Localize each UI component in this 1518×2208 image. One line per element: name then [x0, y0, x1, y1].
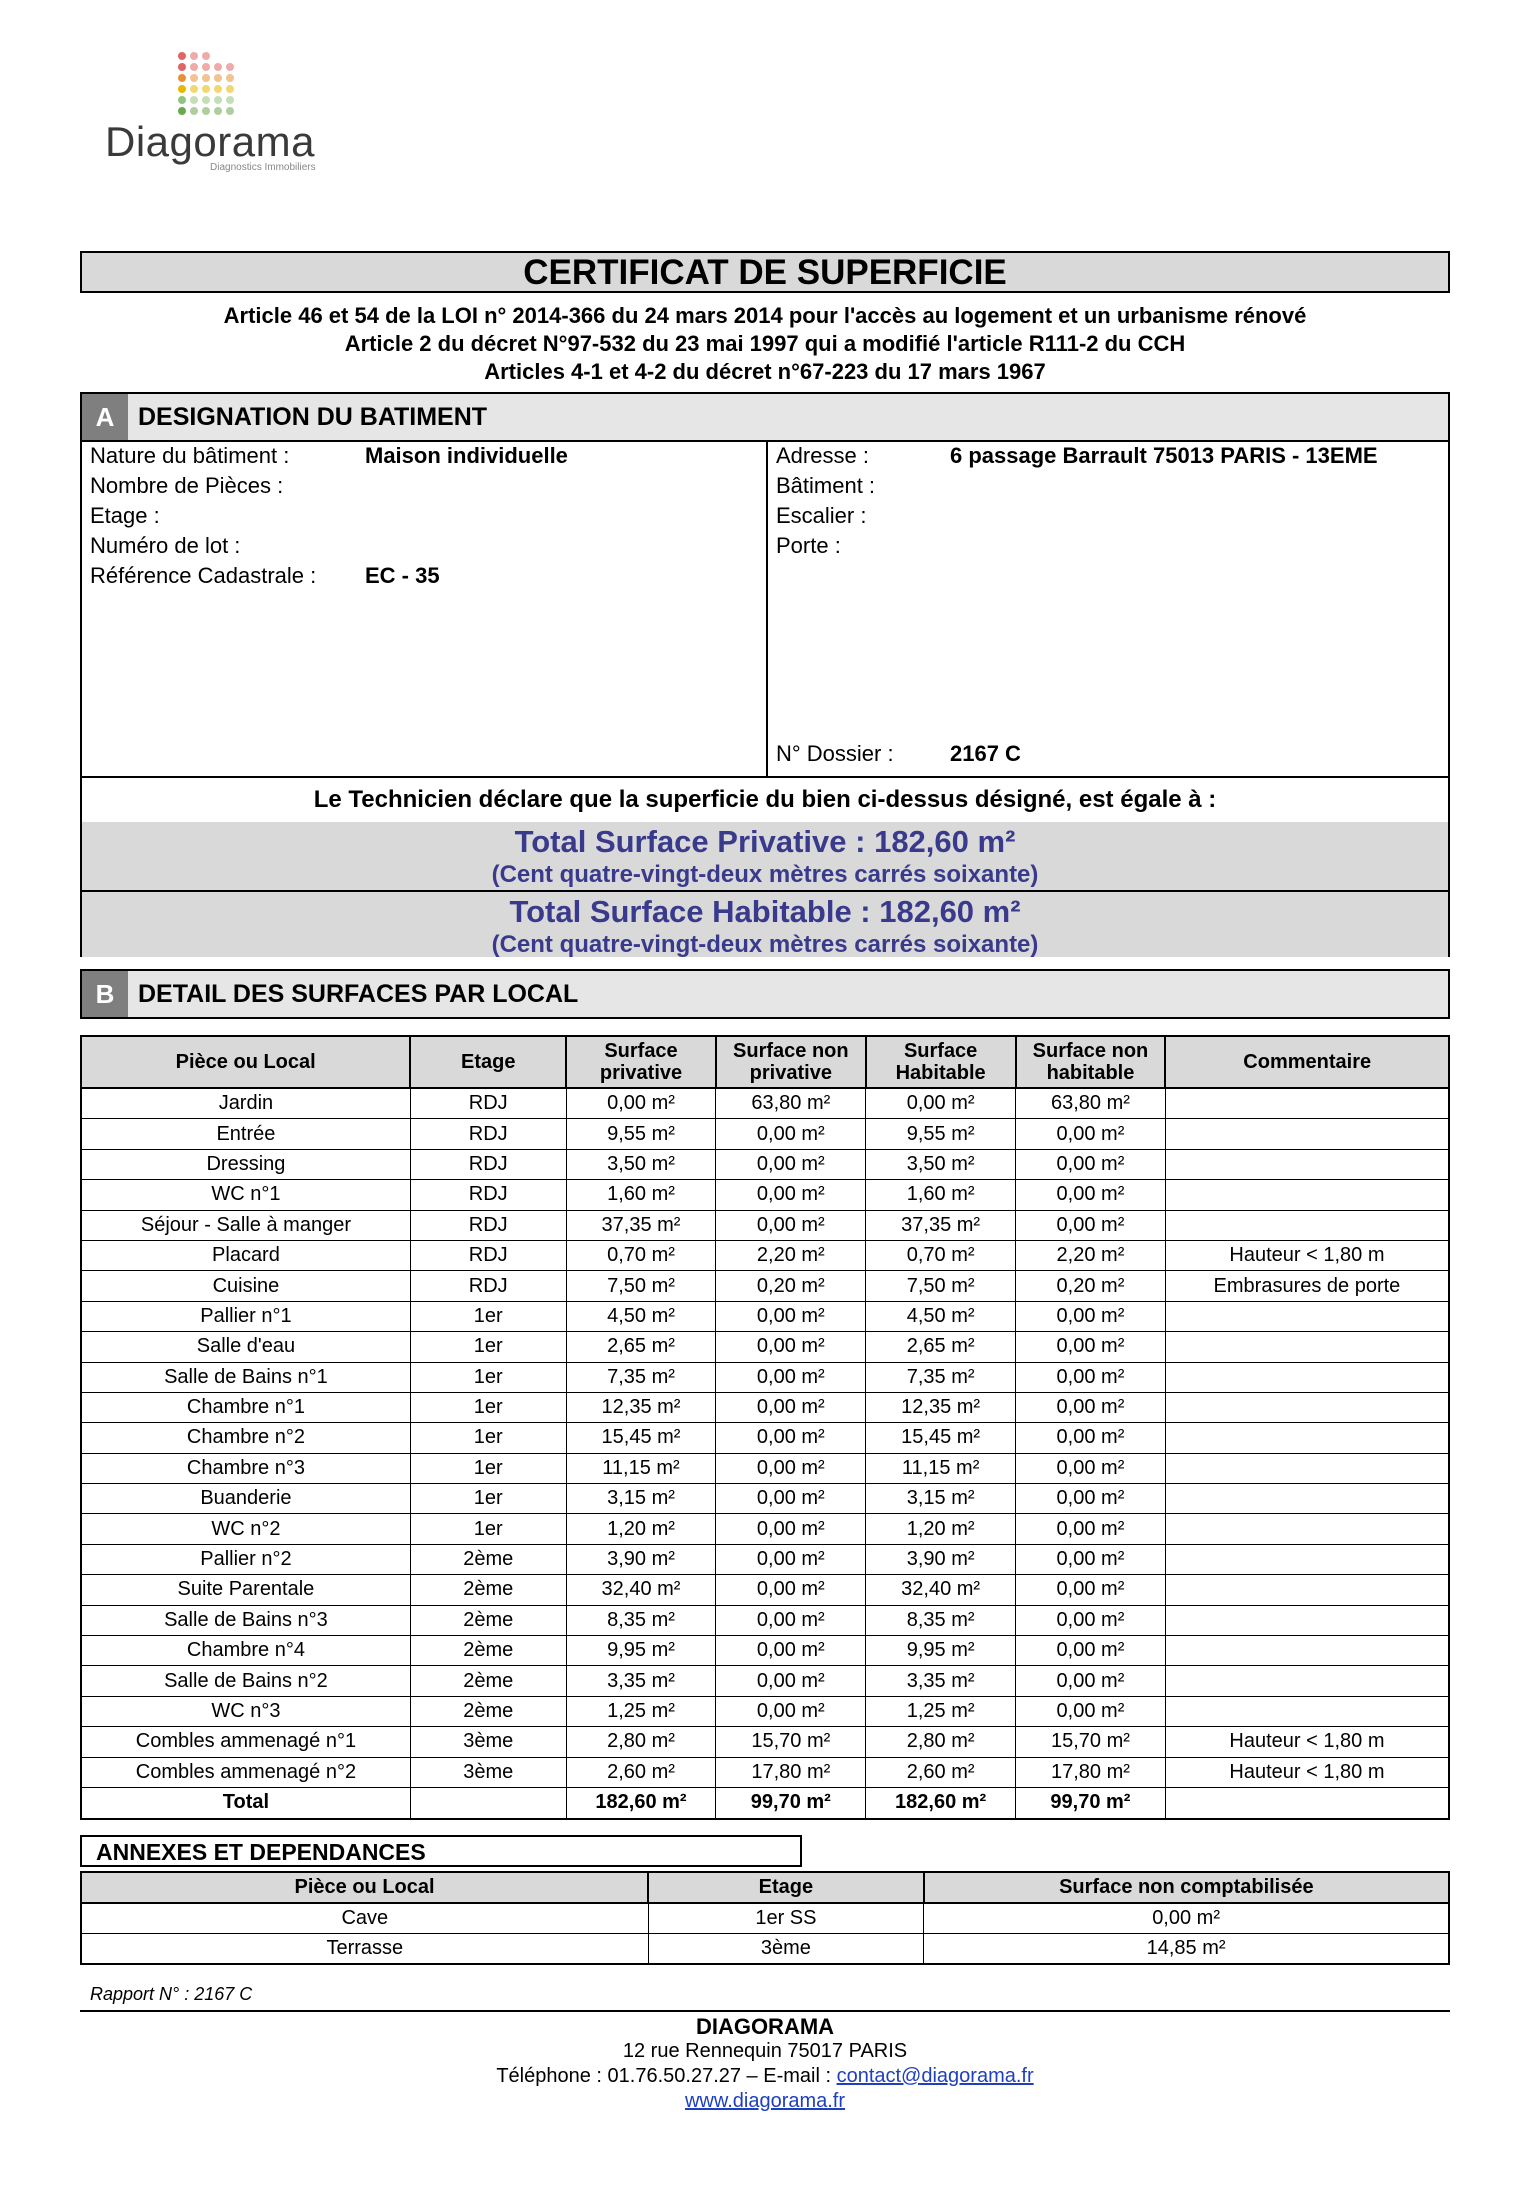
- total-label: Total: [81, 1787, 410, 1819]
- cell-surface-non-privative: 0,00 m²: [716, 1484, 866, 1514]
- cell-etage: RDJ: [410, 1119, 566, 1149]
- cell-surface-privative: 0,00 m²: [566, 1088, 716, 1119]
- cell-surface-non-habitable: 0,00 m²: [1016, 1210, 1166, 1240]
- logo-dot: [214, 63, 222, 71]
- cell-surface-privative: 11,15 m²: [566, 1453, 716, 1483]
- cell-surface-habitable: 15,45 m²: [866, 1423, 1016, 1453]
- adresse-value: 6 passage Barrault 75013 PARIS - 13EME: [950, 443, 1378, 468]
- cell-surface-non-privative: 2,20 m²: [716, 1240, 866, 1270]
- cell-surface-privative: 4,50 m²: [566, 1301, 716, 1331]
- cell-surface-non-habitable: 0,00 m²: [1016, 1362, 1166, 1392]
- cell-surface-habitable: 37,35 m²: [866, 1210, 1016, 1240]
- cell-surface-habitable: 9,55 m²: [866, 1119, 1016, 1149]
- logo-dot: [202, 96, 210, 104]
- logo-dot: [214, 85, 222, 93]
- cell-piece: Salle de Bains n°1: [81, 1362, 410, 1392]
- logo-dot: [178, 74, 186, 82]
- cell-piece: Terrasse: [81, 1934, 648, 1965]
- cell-piece: Buanderie: [81, 1484, 410, 1514]
- cell-surface: 14,85 m²: [924, 1934, 1449, 1965]
- cell-surface-habitable: 3,15 m²: [866, 1484, 1016, 1514]
- total-cell: [1165, 1787, 1449, 1819]
- table-row: [81, 1088, 1449, 1119]
- cell-etage: 2ème: [410, 1666, 566, 1696]
- cell-piece: Salle d'eau: [81, 1332, 410, 1362]
- logo-dot: [190, 74, 198, 82]
- footer-company: DIAGORAMA: [695, 2014, 835, 2039]
- etage-label: Etage :: [90, 503, 160, 528]
- cell-commentaire: Hauteur < 1,80 m: [1165, 1757, 1449, 1787]
- cell-piece: Entrée: [81, 1119, 410, 1149]
- cell-piece: Salle de Bains n°2: [81, 1666, 410, 1696]
- cell-surface-non-habitable: 0,00 m²: [1016, 1666, 1166, 1696]
- table-row: [81, 1210, 1449, 1240]
- table-row: [81, 1484, 1449, 1514]
- cell-surface-privative: 8,35 m²: [566, 1605, 716, 1635]
- table-row: [81, 1696, 1449, 1726]
- cell-commentaire: [1165, 1636, 1449, 1666]
- table-row: [81, 1514, 1449, 1544]
- cell-surface-habitable: 1,60 m²: [866, 1180, 1016, 1210]
- cell-surface-non-habitable: 0,00 m²: [1016, 1119, 1166, 1149]
- website-link[interactable]: www.diagorama.fr: [684, 2090, 846, 2112]
- nature-label: Nature du bâtiment :: [90, 443, 290, 468]
- cell-surface-non-privative: 0,20 m²: [716, 1271, 866, 1301]
- cell-etage: 1er: [410, 1392, 566, 1422]
- legal-line: Article 2 du décret N°97-532 du 23 mai 1997 qui a modifié l'article R111-2 du CCH: [344, 331, 1186, 356]
- cell-surface-habitable: 1,25 m²: [866, 1696, 1016, 1726]
- cell-commentaire: [1165, 1332, 1449, 1362]
- cell-etage: 3ème: [410, 1727, 566, 1757]
- total-habitable-box: [82, 892, 1448, 957]
- cell-surface-privative: 32,40 m²: [566, 1575, 716, 1605]
- cell-etage: 2ème: [410, 1696, 566, 1726]
- col-surface-privative: Surface privative: [566, 1036, 716, 1088]
- col-piece: Pièce ou Local: [81, 1036, 410, 1088]
- cell-surface-privative: 2,80 m²: [566, 1727, 716, 1757]
- col-surface-habitable: Surface Habitable: [866, 1036, 1016, 1088]
- cell-surface-habitable: 0,70 m²: [866, 1240, 1016, 1270]
- cell-commentaire: [1165, 1423, 1449, 1453]
- porte-label: Porte :: [776, 533, 841, 558]
- legal-line: Articles 4-1 et 4-2 du décret n°67-223 du 17 mars 1967: [484, 359, 1046, 384]
- table-row: [81, 1119, 1449, 1149]
- cell-commentaire: [1165, 1544, 1449, 1574]
- table-row: [81, 1271, 1449, 1301]
- cell-etage: 3ème: [648, 1934, 924, 1965]
- cell-surface-non-privative: 0,00 m²: [716, 1210, 866, 1240]
- cell-surface-habitable: 7,50 m²: [866, 1271, 1016, 1301]
- lot-label: Numéro de lot :: [90, 533, 241, 558]
- logo-dot: [178, 96, 186, 104]
- adresse-label: Adresse :: [776, 443, 869, 468]
- col-surface: Surface non comptabilisée: [924, 1872, 1449, 1903]
- email-link[interactable]: contact@diagorama.fr: [836, 2065, 1034, 2087]
- table-row: [81, 1149, 1449, 1179]
- cell-etage: 1er: [410, 1484, 566, 1514]
- cell-piece: Chambre n°3: [81, 1453, 410, 1483]
- cell-commentaire: [1165, 1149, 1449, 1179]
- total-habitable: Total Surface Habitable : 182,60 m²: [509, 894, 1021, 929]
- logo-dot: [226, 107, 234, 115]
- total-cell: 182,60 m²: [866, 1787, 1016, 1819]
- logo-dot: [178, 63, 186, 71]
- section-title: DETAIL DES SURFACES PAR LOCAL: [138, 980, 579, 1008]
- cell-commentaire: [1165, 1514, 1449, 1544]
- table-header-row: [81, 1872, 1449, 1903]
- cell-surface-privative: 12,35 m²: [566, 1392, 716, 1422]
- cell-etage: 1er: [410, 1332, 566, 1362]
- cell-commentaire: Hauteur < 1,80 m: [1165, 1727, 1449, 1757]
- cell-surface-habitable: 1,20 m²: [866, 1514, 1016, 1544]
- cell-etage: 2ème: [410, 1605, 566, 1635]
- cell-commentaire: [1165, 1484, 1449, 1514]
- cell-surface-non-privative: 0,00 m²: [716, 1119, 866, 1149]
- table-row: [81, 1757, 1449, 1787]
- cell-commentaire: Embrasures de porte: [1165, 1271, 1449, 1301]
- cell-surface-habitable: 0,00 m²: [866, 1088, 1016, 1119]
- cell-commentaire: [1165, 1696, 1449, 1726]
- cell-commentaire: [1165, 1088, 1449, 1119]
- logo-dot: [214, 107, 222, 115]
- total-habitable-words: (Cent quatre-vingt-deux mètres carrés soixante): [491, 931, 1039, 958]
- logo-dot: [202, 74, 210, 82]
- col-surface-non-habitable: Surface non habitable: [1016, 1036, 1166, 1088]
- cell-surface-non-habitable: 0,00 m²: [1016, 1392, 1166, 1422]
- cell-piece: Pallier n°2: [81, 1544, 410, 1574]
- logo-dot: [226, 85, 234, 93]
- logo-dot: [202, 63, 210, 71]
- cell-surface-habitable: 7,35 m²: [866, 1362, 1016, 1392]
- table-row: [81, 1544, 1449, 1574]
- cell-commentaire: [1165, 1392, 1449, 1422]
- cell-piece: Pallier n°1: [81, 1301, 410, 1331]
- cell-surface-privative: 0,70 m²: [566, 1240, 716, 1270]
- cell-surface-privative: 2,65 m²: [566, 1332, 716, 1362]
- cell-piece: Chambre n°1: [81, 1392, 410, 1422]
- col-surface-non-privative: Surface non privative: [716, 1036, 866, 1088]
- cell-surface-non-privative: 0,00 m²: [716, 1332, 866, 1362]
- logo-dot: [214, 96, 222, 104]
- cell-surface-non-habitable: 0,00 m²: [1016, 1484, 1166, 1514]
- cell-surface-habitable: 12,35 m²: [866, 1392, 1016, 1422]
- cadastre-label: Référence Cadastrale :: [90, 563, 317, 588]
- cell-surface-non-habitable: 0,00 m²: [1016, 1636, 1166, 1666]
- cell-surface-non-habitable: 0,00 m²: [1016, 1575, 1166, 1605]
- logo-dot: [190, 96, 198, 104]
- cell-surface-privative: 1,20 m²: [566, 1514, 716, 1544]
- cell-piece: WC n°3: [81, 1696, 410, 1726]
- cell-surface-privative: 3,35 m²: [566, 1666, 716, 1696]
- cell-surface-habitable: 32,40 m²: [866, 1575, 1016, 1605]
- table-row: [81, 1903, 1449, 1934]
- total-privative-words: (Cent quatre-vingt-deux mètres carrés soixante): [491, 861, 1039, 888]
- section-designation: [80, 392, 1450, 957]
- cell-etage: RDJ: [410, 1149, 566, 1179]
- footer: [80, 2014, 1450, 2114]
- footer-address: 12 rue Rennequin 75017 PARIS: [622, 2040, 908, 2062]
- cell-surface-non-privative: 0,00 m²: [716, 1696, 866, 1726]
- cell-surface-non-habitable: 15,70 m²: [1016, 1727, 1166, 1757]
- cell-surface-non-habitable: 0,00 m²: [1016, 1605, 1166, 1635]
- cell-piece: Combles ammenagé n°1: [81, 1727, 410, 1757]
- cell-etage: RDJ: [410, 1271, 566, 1301]
- logo-dot: [178, 107, 186, 115]
- cell-surface-non-privative: 0,00 m²: [716, 1362, 866, 1392]
- batiment-label: Bâtiment :: [776, 473, 876, 498]
- cell-commentaire: [1165, 1575, 1449, 1605]
- cell-commentaire: [1165, 1119, 1449, 1149]
- cell-surface-non-privative: 0,00 m²: [716, 1392, 866, 1422]
- logo-dot: [226, 74, 234, 82]
- logo-dot: [190, 52, 198, 60]
- cell-surface-privative: 1,25 m²: [566, 1696, 716, 1726]
- cell-commentaire: [1165, 1301, 1449, 1331]
- logo-dot: [226, 96, 234, 104]
- cell-piece: Salle de Bains n°3: [81, 1605, 410, 1635]
- cell-surface-privative: 9,95 m²: [566, 1636, 716, 1666]
- cell-piece: WC n°2: [81, 1514, 410, 1544]
- cell-etage: 1er: [410, 1514, 566, 1544]
- legal-line: Article 46 et 54 de la LOI n° 2014-366 du 24 mars 2014 pour l'accès au logement et un urbanisme rénové: [223, 303, 1307, 328]
- table-row: [81, 1575, 1449, 1605]
- table-row: [81, 1332, 1449, 1362]
- cell-surface-non-habitable: 0,00 m²: [1016, 1423, 1166, 1453]
- cell-surface-privative: 1,60 m²: [566, 1180, 716, 1210]
- table-row: [81, 1362, 1449, 1392]
- cell-surface-privative: 7,50 m²: [566, 1271, 716, 1301]
- cell-commentaire: [1165, 1210, 1449, 1240]
- col-piece: Pièce ou Local: [81, 1872, 648, 1903]
- cell-surface-non-privative: 17,80 m²: [716, 1757, 866, 1787]
- logo-wordmark: Diagorama: [105, 118, 315, 165]
- logo-tagline: Diagnostics Immobiliers: [210, 162, 316, 173]
- logo-dot: [190, 107, 198, 115]
- cell-etage: 2ème: [410, 1544, 566, 1574]
- cell-surface-habitable: 3,35 m²: [866, 1666, 1016, 1696]
- cell-etage: 1er SS: [648, 1903, 924, 1934]
- cell-surface-privative: 15,45 m²: [566, 1423, 716, 1453]
- cell-piece: Jardin: [81, 1088, 410, 1119]
- cell-surface-privative: 7,35 m²: [566, 1362, 716, 1392]
- cell-piece: WC n°1: [81, 1180, 410, 1210]
- logo-dot: [202, 52, 210, 60]
- cell-commentaire: [1165, 1605, 1449, 1635]
- legal-references: [80, 302, 1450, 386]
- section-header: [82, 394, 1448, 442]
- nature-value: Maison individuelle: [365, 443, 568, 468]
- table-row: [81, 1240, 1449, 1270]
- cell-surface-privative: 2,60 m²: [566, 1757, 716, 1787]
- cell-surface-privative: 3,15 m²: [566, 1484, 716, 1514]
- cell-surface-habitable: 3,50 m²: [866, 1149, 1016, 1179]
- cell-surface-privative: 3,90 m²: [566, 1544, 716, 1574]
- cell-etage: 1er: [410, 1301, 566, 1331]
- cell-surface-non-habitable: 0,00 m²: [1016, 1453, 1166, 1483]
- section-letter: A: [82, 394, 128, 440]
- total-privative-box: [82, 822, 1448, 892]
- cell-commentaire: [1165, 1453, 1449, 1483]
- cell-surface-habitable: 2,80 m²: [866, 1727, 1016, 1757]
- cell-etage: RDJ: [410, 1088, 566, 1119]
- cell-surface-non-privative: 15,70 m²: [716, 1727, 866, 1757]
- escalier-label: Escalier :: [776, 503, 867, 528]
- cell-piece: Placard: [81, 1240, 410, 1270]
- dossier-value: 2167 C: [950, 741, 1021, 766]
- cell-surface-non-habitable: 0,00 m²: [1016, 1514, 1166, 1544]
- logo-dot: [202, 85, 210, 93]
- cell-etage: 1er: [410, 1423, 566, 1453]
- cell-surface-non-privative: 0,00 m²: [716, 1544, 866, 1574]
- column-divider: [766, 440, 768, 776]
- cell-surface-habitable: 9,95 m²: [866, 1636, 1016, 1666]
- cell-piece: Combles ammenagé n°2: [81, 1757, 410, 1787]
- table-row: [81, 1605, 1449, 1635]
- cell-surface-non-privative: 0,00 m²: [716, 1423, 866, 1453]
- cell-surface-non-privative: 0,00 m²: [716, 1636, 866, 1666]
- cell-surface-non-privative: 0,00 m²: [716, 1666, 866, 1696]
- cell-surface-non-privative: 0,00 m²: [716, 1180, 866, 1210]
- cell-surface-non-habitable: 0,00 m²: [1016, 1149, 1166, 1179]
- logo-dots-icon: [178, 52, 248, 122]
- cell-surface-habitable: 2,65 m²: [866, 1332, 1016, 1362]
- logo-dot: [190, 85, 198, 93]
- cell-surface-privative: 37,35 m²: [566, 1210, 716, 1240]
- cell-surface-non-privative: 0,00 m²: [716, 1605, 866, 1635]
- logo-dot: [214, 74, 222, 82]
- cell-surface-non-privative: 0,00 m²: [716, 1514, 866, 1544]
- cell-surface-non-habitable: 63,80 m²: [1016, 1088, 1166, 1119]
- cell-commentaire: [1165, 1180, 1449, 1210]
- cell-surface-non-habitable: 0,00 m²: [1016, 1544, 1166, 1574]
- footer-phone: Téléphone : 01.76.50.27.27 – E-mail :: [496, 2065, 837, 2087]
- cell-surface: 0,00 m²: [924, 1903, 1449, 1934]
- table-row: [81, 1934, 1449, 1965]
- report-number: Rapport N° : 2167 C: [90, 1984, 253, 2004]
- logo-dot: [178, 52, 186, 60]
- cell-surface-non-habitable: 17,80 m²: [1016, 1757, 1166, 1787]
- col-etage: Etage: [648, 1872, 924, 1903]
- company-logo: [100, 52, 340, 182]
- pieces-label: Nombre de Pièces :: [90, 473, 284, 498]
- total-privative: Total Surface Privative : 182,60 m²: [514, 824, 1016, 859]
- footer-divider: [80, 2010, 1450, 2012]
- table-row: [81, 1301, 1449, 1331]
- cell-commentaire: [1165, 1362, 1449, 1392]
- table-row: [81, 1636, 1449, 1666]
- total-cell: 182,60 m²: [566, 1787, 716, 1819]
- cell-surface-non-habitable: 0,20 m²: [1016, 1271, 1166, 1301]
- cell-surface-non-privative: 63,80 m²: [716, 1088, 866, 1119]
- dossier-label: N° Dossier :: [776, 741, 894, 766]
- cell-piece: Chambre n°2: [81, 1423, 410, 1453]
- cadastre-value: EC - 35: [365, 563, 440, 588]
- logo-dot: [178, 85, 186, 93]
- logo-dot: [202, 107, 210, 115]
- table-row: [81, 1666, 1449, 1696]
- total-row: [81, 1787, 1449, 1819]
- logo-dot: [190, 63, 198, 71]
- footer-contact: [80, 2064, 1450, 2089]
- table-row: [81, 1727, 1449, 1757]
- section-title: DESIGNATION DU BATIMENT: [138, 403, 488, 431]
- cell-surface-habitable: 11,15 m²: [866, 1453, 1016, 1483]
- total-cell: [410, 1787, 566, 1819]
- cell-piece: Cave: [81, 1903, 648, 1934]
- cell-piece: Dressing: [81, 1149, 410, 1179]
- total-cell: 99,70 m²: [716, 1787, 866, 1819]
- cell-etage: 1er: [410, 1362, 566, 1392]
- cell-etage: RDJ: [410, 1210, 566, 1240]
- table-row: [81, 1180, 1449, 1210]
- cell-piece: Suite Parentale: [81, 1575, 410, 1605]
- cell-surface-privative: 9,55 m²: [566, 1119, 716, 1149]
- cell-piece: Chambre n°4: [81, 1636, 410, 1666]
- annexes-table: [80, 1871, 1450, 1965]
- cell-surface-non-privative: 0,00 m²: [716, 1575, 866, 1605]
- section-header: [82, 971, 1448, 1017]
- col-commentaire: Commentaire: [1165, 1036, 1449, 1088]
- cell-surface-non-habitable: 2,20 m²: [1016, 1240, 1166, 1270]
- cell-surface-non-habitable: 0,00 m²: [1016, 1301, 1166, 1331]
- cell-surface-non-habitable: 0,00 m²: [1016, 1696, 1166, 1726]
- surface-detail-table: [80, 1035, 1450, 1820]
- section-detail: [80, 969, 1450, 1019]
- col-etage: Etage: [410, 1036, 566, 1088]
- logo-dot: [226, 63, 234, 71]
- cell-etage: 3ème: [410, 1757, 566, 1787]
- annexes-title: ANNEXES ET DEPENDANCES: [80, 1835, 802, 1867]
- cell-commentaire: Hauteur < 1,80 m: [1165, 1240, 1449, 1270]
- cell-surface-privative: 3,50 m²: [566, 1149, 716, 1179]
- cell-piece: Séjour - Salle à manger: [81, 1210, 410, 1240]
- table-row: [81, 1453, 1449, 1483]
- cell-etage: 2ème: [410, 1636, 566, 1666]
- cell-piece: Cuisine: [81, 1271, 410, 1301]
- table-header-row: [81, 1036, 1449, 1088]
- cell-surface-habitable: 8,35 m²: [866, 1605, 1016, 1635]
- cell-etage: RDJ: [410, 1240, 566, 1270]
- cell-etage: 1er: [410, 1453, 566, 1483]
- cell-etage: 2ème: [410, 1575, 566, 1605]
- cell-commentaire: [1165, 1666, 1449, 1696]
- cell-surface-non-habitable: 0,00 m²: [1016, 1332, 1166, 1362]
- cell-surface-non-privative: 0,00 m²: [716, 1453, 866, 1483]
- cell-surface-habitable: 2,60 m²: [866, 1757, 1016, 1787]
- cell-surface-habitable: 4,50 m²: [866, 1301, 1016, 1331]
- cell-surface-non-habitable: 0,00 m²: [1016, 1180, 1166, 1210]
- cell-surface-non-privative: 0,00 m²: [716, 1149, 866, 1179]
- table-row: [81, 1392, 1449, 1422]
- page-title: CERTIFICAT DE SUPERFICIE: [80, 251, 1450, 293]
- section-letter: B: [82, 971, 128, 1017]
- total-cell: 99,70 m²: [1016, 1787, 1166, 1819]
- cell-surface-habitable: 3,90 m²: [866, 1544, 1016, 1574]
- cell-surface-non-privative: 0,00 m²: [716, 1301, 866, 1331]
- cell-etage: RDJ: [410, 1180, 566, 1210]
- table-row: [81, 1423, 1449, 1453]
- declaration: Le Technicien déclare que la superficie du bien ci-dessus désigné, est égale à :: [82, 776, 1448, 824]
